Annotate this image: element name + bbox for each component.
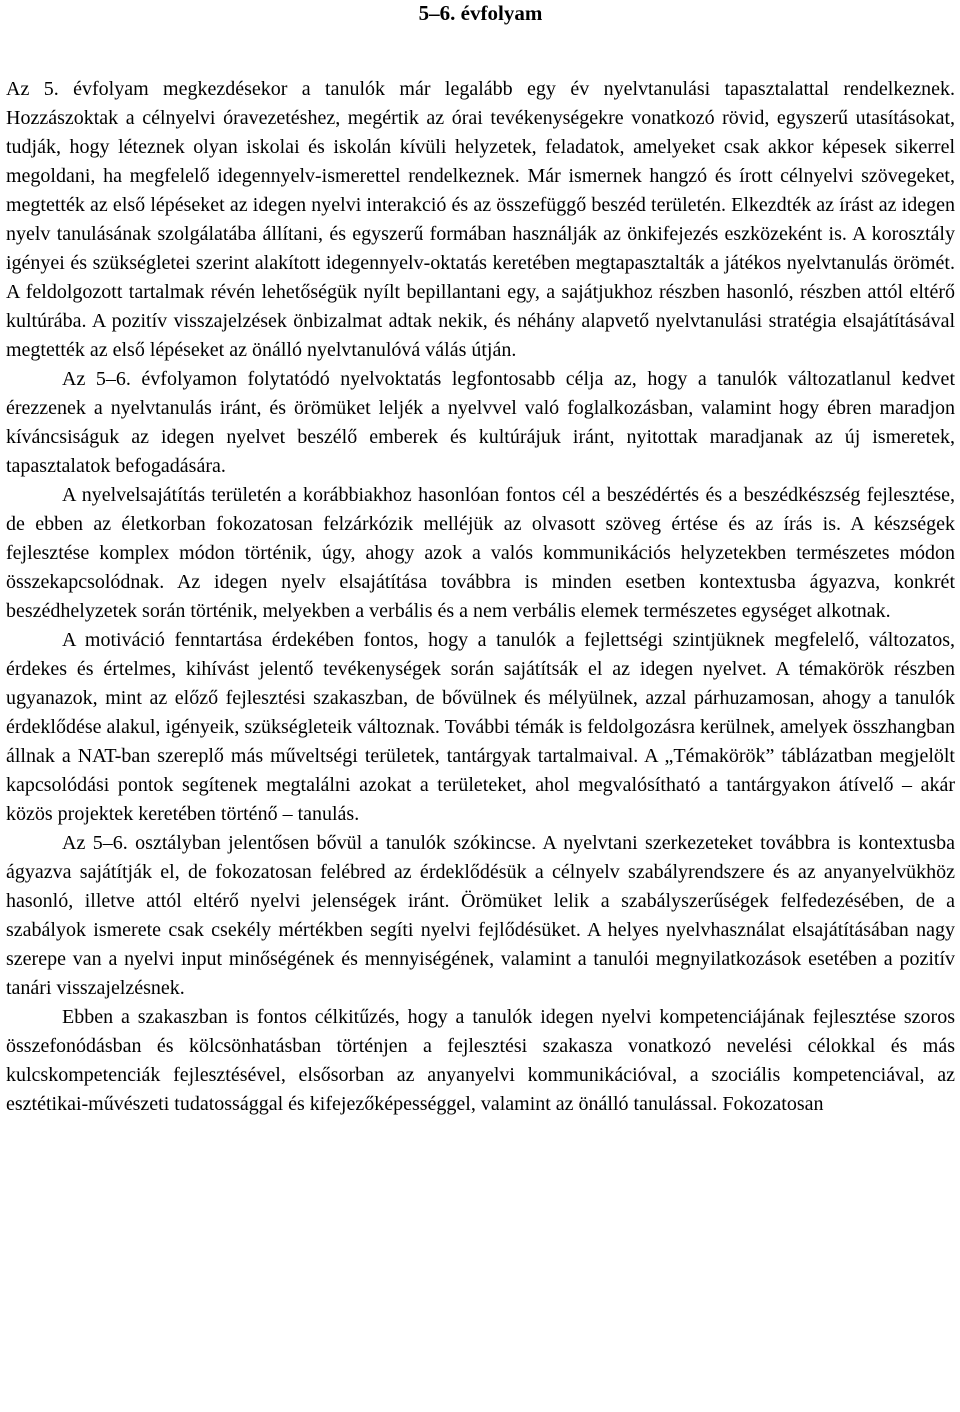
paragraph-vocabulary: Az 5–6. osztályban jelentősen bővül a tanulók szókincse. A nyelvtani szerkezeteket továbbra is kontextusba ágyazva sajátítják el, de fokozatosan felébred az érdeklődésük a célnyelv szabályrendszere és az anyanyelvükhöz hasonló, illetve attól eltérő nyelvi jelenségek iránt. Örömüket lelik a szabályszerűségek felfedezésében, de a szabályok ismerete csak csekély mértékben segíti nyelvi fejlődésüket. A helyes nyelvhasználat elsajátításában nagy szerepe van a nyelvi input minőségének és mennyiségének, valamint a tanulói megnyilatkozások esetében a pozitív tanári visszajelzésnek. bbox=[6, 832, 955, 999]
paragraph-motivation: A motiváció fenntartása érdekében fontos, hogy a tanulók a fejlettségi szintjüknek megfelelő, változatos, érdekes és értelmes, kihívást jelentő tevékenységek során sajátítsák el az idegen nyelvet. A témakörök részben ugyanazok, mint az előző fejlesztési szakaszban, de bővülnek és mélyülnek, azzal párhuzamosan, ahogy a tanulók érdeklődése alakul, igényeik, szükségleteik változnak. További témák is feldolgozásra kerülnek, amelyek összhangban állnak a NAT-ban szereplő más műveltségi területek, tantárgyak tartalmaival. A „Témakörök” táblázatban megjelölt kapcsolódási pontok segítenek megtalálni azokat a területeket, ahol megvalósítható a tantárgyakon átívelő – akár közös projektek keretében történő – tanulás. bbox=[6, 629, 955, 825]
page-title: 5–6. évfolyam bbox=[418, 1, 543, 25]
paragraph-intro: Az 5. évfolyam megkezdésekor a tanulók már legalább egy év nyelvtanulási tapasztalattal rendelkeznek. Hozzászoktak a célnyelvi óravezetéshez, megértik az órai tevékenységekre vonatkozó rövid, egyszerű utasításokat, tudják, hogy léteznek olyan iskolai és iskolán kívüli helyzetek, feladatok, amelyeket csak akkor képesek sikerrel megoldani, ha megfelelő idegennyelv-ismerettel rendelkeznek. Már ismernek hangzó és írott célnyelvi szövegeket, megtették az első lépéseket az idegen nyelvi interakció és az összefüggő beszéd területén. Elkezdték az írást az idegen nyelv tanulásának szolgálatába állítani, és egyszerű formában használják az önkifejezés eszközeként is. A korosztály igényei és szükségletei szerint alakított idegennyelv-oktatás keretében megtapasztalták a játékos nyelvtanulás örömét. A feldolgozott tartalmak révén lehetőségük nyílt bepillantani egy, a sajátjukhoz részben hasonló, részben attól eltérő kultúrába. A pozitív visszajelzések önbizalmat adtak nekik, és néhány alapvető nyelvtanulási stratégia elsajátításával megtették az első lépéseket az önálló nyelvtanulóvá válás útján. bbox=[6, 78, 955, 361]
paragraph-competences: Ebben a szakaszban is fontos célkitűzés, hogy a tanulók idegen nyelvi kompetenciájának fejlesztése szoros összefonódásban és kölcsönhatásban történjen a fejlesztési szakasza vonatkozó nevelési célokkal és más kulcskompetenciák fejlesztésével, elsősorban az anyanyelvi kommunikációval, a szociális kompetenciával, az esztétikai-művészeti tudatossággal és kifejezőképességgel, valamint az önálló tanulással. Fokozatosan bbox=[6, 1006, 955, 1115]
document-page bbox=[6, 0, 955, 1119]
paragraph-skills: A nyelvelsajátítás területén a korábbiakhoz hasonlóan fontos cél a beszédértés és a beszédkészség fejlesztése, de ebben az életkorban fokozatosan felzárkózik melléjük az olvasott szöveg értése és az írás is. A készségek fejlesztése komplex módon történik, úgy, ahogy azok a valós kommunikációs helyzetekben természetes módon összekapcsolódnak. Az idegen nyelv elsajátítása továbbra is minden esetben kontextusba ágyazva, konkrét beszédhelyzetek során történik, melyekben a verbális és a nem verbális elemek természetes egységet alkotnak. bbox=[6, 484, 955, 622]
paragraph-goals: Az 5–6. évfolyamon folytatódó nyelvoktatás legfontosabb célja az, hogy a tanulók változatlanul kedvet érezzenek a nyelvtanulás iránt, és örömüket leljék a nyelvvel való foglalkozásban, valamint hogy ébren maradjon kíváncsiságuk az idegen nyelvet beszélő emberek és kultúrájuk iránt, nyitottak maradjanak az új ismeretek, tapasztalatok befogadására. bbox=[6, 368, 955, 477]
